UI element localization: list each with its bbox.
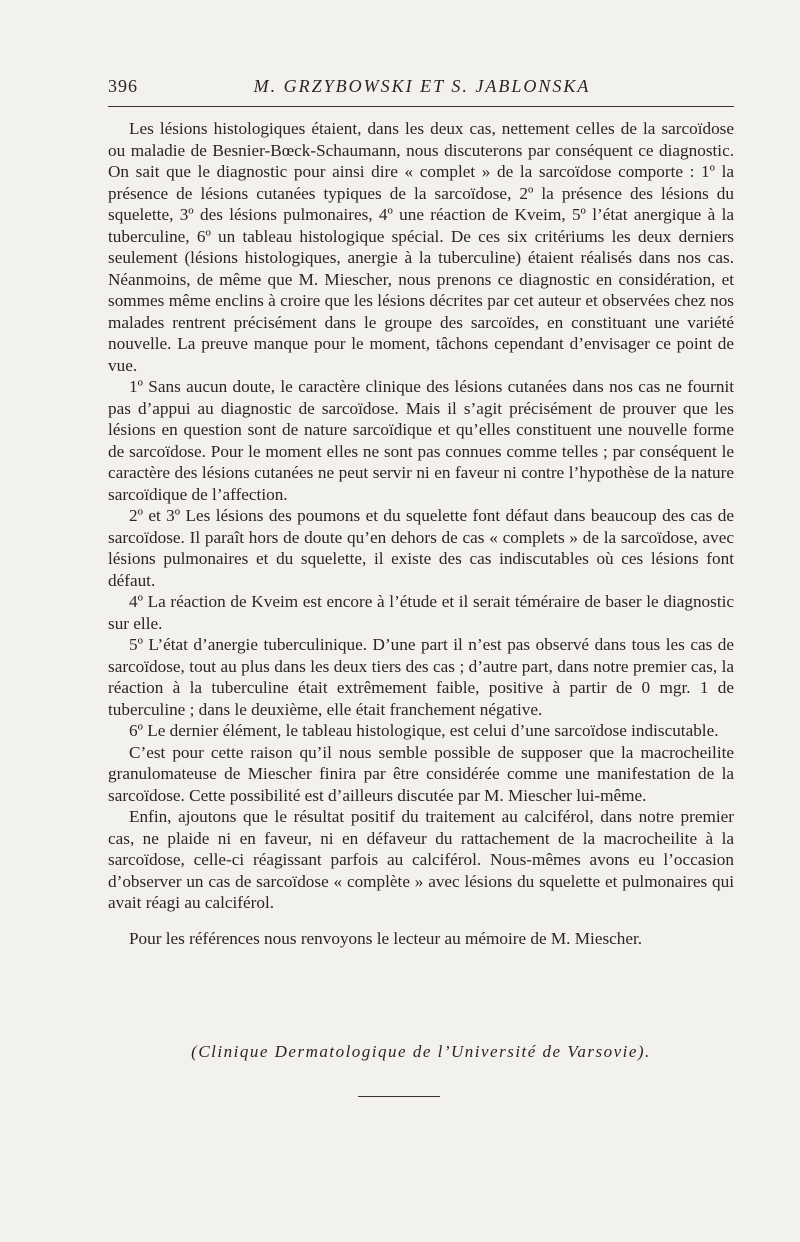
paragraph: C’est pour cette raison qu’il nous semble possible de supposer que la macrocheilite granulomateuse de Miescher finira par être considérée comme une manifestation de la sarcoïdose. Cette possibilité est d’ailleurs discutée par M. Miescher lui-même. [108,742,734,805]
page-number: 396 [108,76,138,96]
paragraph: 6º Le dernier élément, le tableau histologique, est celui d’une sarcoïdose indiscutable. [129,721,719,740]
header-rule [108,106,734,107]
end-rule [358,1096,440,1097]
page-header [108,76,736,102]
affiliation-note: (Clinique Dermatologique de l’Université de Varsovie). [191,1042,651,1061]
paragraph: 1º Sans aucun doute, le caractère clinique des lésions cutanées dans nos cas ne fournit pas d’appui au diagnostic de sarcoïdose. Mais il s’agit précisément de prouver que les lésions en question sont de nature sarcoïdique et qu’elles constituent une nouvelle forme de sarcoïdose. Pour le moment elles ne sont pas connues comme telles ; par conséquent le caractère des lésions cutanées ne peut servir ni en faveur ni contre l’hypothèse de la nature sarcoïdique de l’affection. [108,377,734,504]
paragraph: 2º et 3º Les lésions des poumons et du squelette font défaut dans beaucoup des cas de sarcoïdose. Il paraît hors de doute qu’en dehors de cas « complets » de la sarcoïdose, avec lésions pulmonaires et du squelette, il existe des cas indiscutables où ces lésions font défaut. [108,506,734,590]
paragraph: 5º L’état d’anergie tuberculinique. D’une part il n’est pas observé dans tous les cas de sarcoïdose, tout au plus dans les deux tiers des cas ; d’autre part, dans notre premier cas, la réaction à la tuberculine était extrêmement faible, positive à partir de 0 mgr. 1 de tuberculine ; dans le deuxième, elle était franchement négative. [108,635,734,719]
references-paragraph: Pour les références nous renvoyons le lecteur au mémoire de M. Miescher. [129,928,643,948]
paragraph: Les lésions histologiques étaient, dans les deux cas, nettement celles de la sarcoïdose ou maladie de Besnier-Bœck-Schaumann, nous discuterons par conséquent ce diagnostic. On sait que le diagnostic pour ainsi dire « complet » de la sarcoïdose comporte : 1º la présence de lésions cutanées typiques de la sarcoïdose, 2º la présence des lésions du squelette, 3º des lésions pulmonaires, 4º une réaction de Kveim, 5º l’état anergique à la tuberculine, 6º un tableau histologique spécial. De ces six critériums les deux derniers seulement (lésions histologiques, anergie à la tuberculine) étaient réalisés dans nos cas. Néanmoins, de même que M. Miescher, nous prenons ce diagnostic en considération, et sommes même enclins à croire que les lésions décrites par cet auteur et observées chez nos malades rentrent précisément dans le groupe des sarcoïdes, en constituant une variété nouvelle. La preuve manque pour le moment, tâchons cependant d’envisager ce point de vue. [108,119,734,375]
running-title: M. GRZYBOWSKI ET S. JABLONSKA [253,76,591,96]
article-body [108,118,734,949]
paragraph: 4º La réaction de Kveim est encore à l’étude et il serait téméraire de baser le diagnostic sur elle. [108,592,734,633]
paragraph: Enfin, ajoutons que le résultat positif du traitement au calciférol, dans notre premier cas, ne plaide ni en faveur, ni en défaveur du rattachement de la macrocheilite à la sarcoïdose, celle-ci réagissant parfois au calciférol. Nous-mêmes avons eu l’occasion d’observer un cas de sarcoïdose « complète » avec lésions du squelette et pulmonaires qui avait réagi au calciférol. [108,807,734,912]
